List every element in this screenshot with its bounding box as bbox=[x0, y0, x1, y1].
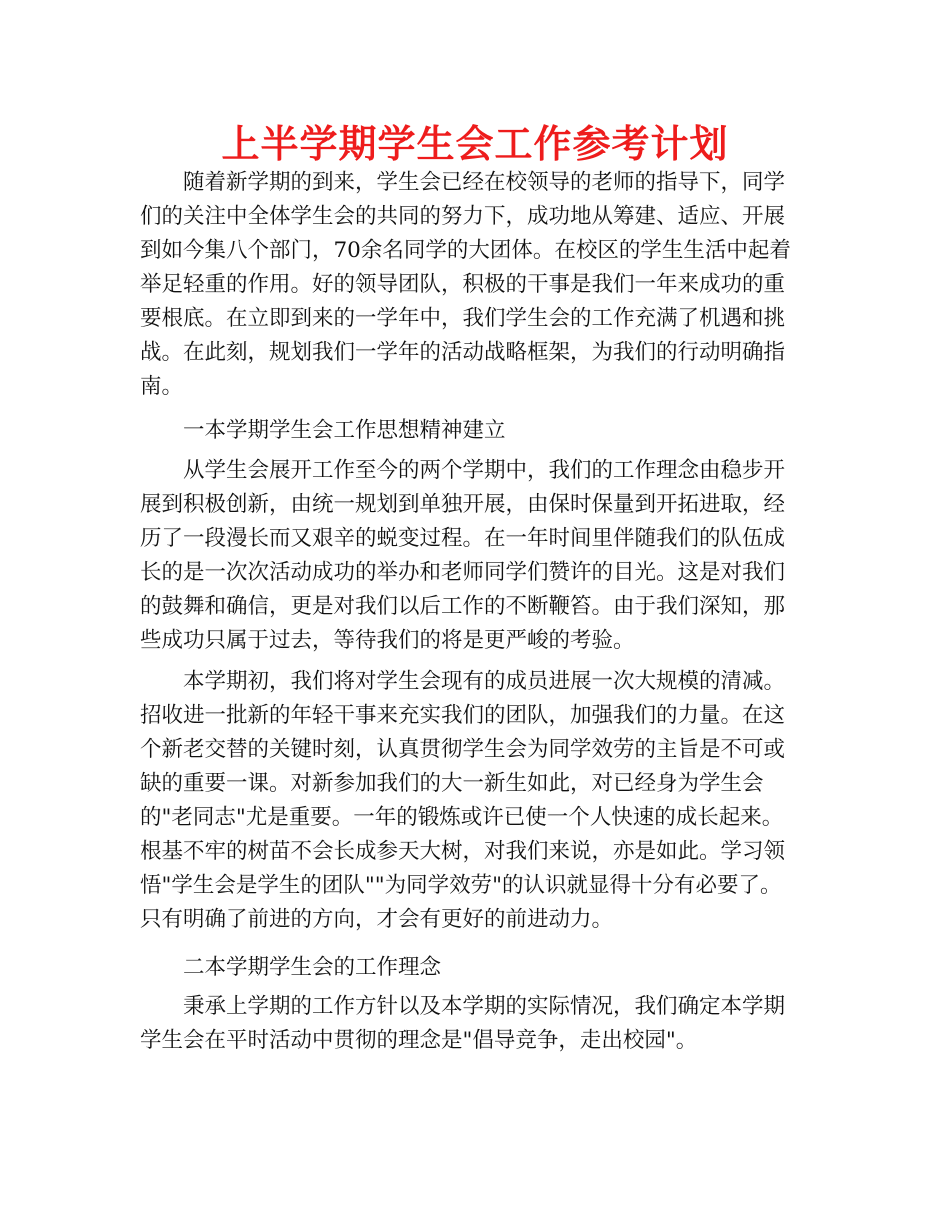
paragraph-line: 学生会在平时活动中贯彻的理念是"倡导竞争，走出校园"。 bbox=[140, 1028, 698, 1053]
section-heading: 一本学期学生会工作思想精神建立 bbox=[183, 418, 506, 443]
paragraph-line: 本学期初，我们将对学生会现有的成员进展一次大规模的清减。 bbox=[183, 669, 786, 694]
section-heading: 二本学期学生会的工作理念 bbox=[183, 955, 442, 980]
paragraph-line: 秉承上学期的工作方针以及本学期的实际情况，我们确定本学期 bbox=[183, 994, 786, 1019]
paragraph-line: 些成功只属于过去，等待我们的将是更严峻的考验。 bbox=[140, 628, 635, 653]
paragraph-line: 举足轻重的作用。好的领导团队，积极的干事是我们一年来成功的重 bbox=[140, 272, 786, 297]
paragraph-line: 个新老交替的关键时刻，认真贯彻学生会为同学效劳的主旨是不可或 bbox=[140, 737, 786, 762]
paragraph-line: 的"老同志"尤是重要。一年的锻炼或许已使一个人快速的成长起来。 bbox=[140, 805, 784, 830]
paragraph-line: 的鼓舞和确信，更是对我们以后工作的不断鞭笞。由于我们深知，那 bbox=[140, 594, 786, 619]
paragraph-line: 到如今集八个部门，70余名同学的大团体。在校区的学生生活中起着 bbox=[140, 238, 791, 263]
document-title: 上半学期学生会工作参考计划 bbox=[221, 122, 729, 166]
paragraph-line: 战。在此刻，规划我们一学年的活动战略框架，为我们的行动明确指 bbox=[140, 340, 786, 365]
paragraph-line: 历了一段漫长而又艰辛的蜕变过程。在一年时间里伴随我们的队伍成 bbox=[140, 526, 786, 551]
paragraph-line: 根基不牢的树苗不会长成参天大树，对我们来说，亦是如此。学习领 bbox=[140, 839, 786, 864]
paragraph-line: 们的关注中全体学生会的共同的努力下，成功地从筹建、适应、开展 bbox=[140, 204, 786, 229]
paragraph-line: 南。 bbox=[140, 374, 184, 399]
paragraph-line: 展到积极创新，由统一规划到单独开展，由保时保量到开拓进取，经 bbox=[140, 492, 786, 517]
paragraph-line: 要根底。在立即到来的一学年中，我们学生会的工作充满了机遇和挑 bbox=[140, 306, 786, 331]
paragraph-line: 招收进一批新的年轻干事来充实我们的团队，加强我们的力量。在这 bbox=[140, 703, 786, 728]
paragraph-line: 悟"学生会是学生的团队""为同学效劳"的认识就显得十分有必要了。 bbox=[140, 873, 782, 898]
paragraph-line: 只有明确了前进的方向，才会有更好的前进动力。 bbox=[140, 907, 614, 932]
paragraph-line: 缺的重要一课。对新参加我们的大一新生如此，对已经身为学生会 bbox=[140, 771, 764, 796]
paragraph-line: 长的是一次次活动成功的举办和老师同学们赞许的目光。这是对我们 bbox=[140, 560, 786, 585]
paragraph-line: 随着新学期的到来，学生会已经在校领导的老师的指导下，同学 bbox=[183, 170, 786, 195]
paragraph-line: 从学生会展开工作至今的两个学期中，我们的工作理念由稳步开 bbox=[183, 458, 786, 483]
